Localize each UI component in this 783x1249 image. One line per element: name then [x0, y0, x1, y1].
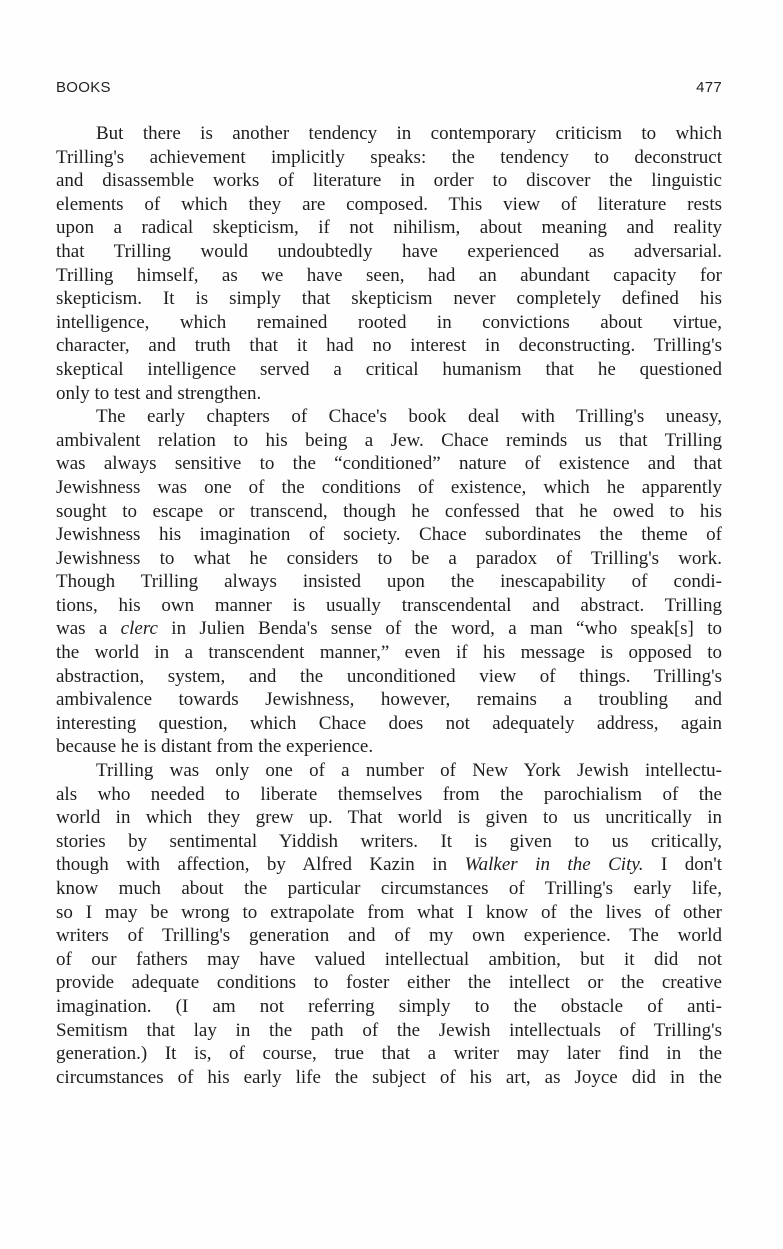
text-line: skeptical intelligence served a critical humanism that he questioned — [56, 358, 722, 380]
text-line: Though Trilling always insisted upon the inescapability of condi- — [56, 571, 722, 593]
text-line: of our fathers may have valued intellectual ambition, but it did not — [56, 948, 722, 970]
italic-term: clerc — [120, 618, 158, 640]
body-text — [56, 122, 722, 1089]
text-line: elements of which they are composed. This view of literature rests — [56, 193, 722, 215]
text-fragment: though with affection, by Alfred Kazin in — [56, 854, 465, 876]
text-line: generation.) It is, of course, true that a writer may later find in the — [56, 1043, 722, 1065]
running-head — [56, 79, 722, 99]
text-line-with-italic — [56, 853, 722, 877]
text-line: intelligence, which remained rooted in convictions about virtue, — [56, 311, 722, 333]
text-line: because he is distant from the experience. — [56, 736, 374, 758]
text-line: tions, his own manner is usually transcendental and abstract. Trilling — [56, 594, 722, 616]
text-line: world in which they grew up. That world is given to us uncritically in — [56, 807, 722, 829]
text-line: ambivalence towards Jewishness, however, remains a troubling and — [56, 689, 722, 711]
text-line: so I may be wrong to extrapolate from what I know of the lives of other — [56, 901, 722, 923]
italic-book-title: Walker in the City. — [464, 854, 644, 876]
paragraph — [56, 405, 722, 759]
text-line: stories by sentimental Yiddish writers. It is given to us critically, — [56, 830, 722, 852]
text-line: circumstances of his early life the subject of his art, as Joyce did in the — [56, 1066, 722, 1088]
text-line: skepticism. It is simply that skepticism never completely defined his — [56, 288, 722, 310]
paragraph — [56, 759, 722, 1089]
text-line: that Trilling would undoubtedly have experienced as adversarial. — [56, 240, 722, 262]
text-line: abstraction, system, and the unconditioned view of things. Trilling's — [56, 665, 722, 687]
section-title: BOOKS — [56, 79, 111, 96]
text-line: Jewishness was one of the conditions of existence, which he apparently — [56, 476, 722, 498]
text-line: interesting question, which Chace does not adequately address, again — [56, 712, 722, 734]
text-line: imagination. (I am not referring simply to the obstacle of anti- — [56, 995, 722, 1017]
text-fragment: was a — [56, 618, 121, 640]
text-line: ambivalent relation to his being a Jew. Chace reminds us that Trilling — [56, 429, 722, 451]
text-line: know much about the particular circumstances of Trilling's early life, — [56, 878, 722, 899]
text-line: als who needed to liberate themselves from the parochialism of the — [56, 783, 722, 805]
text-line-with-italic — [56, 617, 722, 641]
paragraph — [56, 122, 722, 405]
text-line: Trilling himself, as we have seen, had an abundant capacity for — [56, 264, 722, 286]
text-line: upon a radical skepticism, if not nihilism, about meaning and reality — [56, 217, 722, 239]
text-line: Trilling was only one of a number of New York Jewish intellectu- — [96, 760, 722, 782]
text-line: sought to escape or transcend, though he confessed that he owed to his — [56, 500, 722, 522]
text-line: only to test and strengthen. — [56, 382, 262, 404]
text-line: Jewishness his imagination of society. Chace subordinates the theme of — [56, 524, 722, 546]
text-fragment: in Julien Benda's sense of the word, a man “who speak[s] to — [157, 618, 722, 640]
page-number: 477 — [696, 79, 722, 96]
text-line: character, and truth that it had no interest in deconstructing. Trilling's — [56, 335, 722, 357]
text-line: But there is another tendency in contemporary criticism to which — [96, 123, 722, 144]
text-line: and disassemble works of literature in order to discover the linguistic — [56, 170, 722, 192]
text-line: Jewishness to what he considers to be a paradox of Trilling's work. — [56, 547, 722, 569]
text-line: Trilling's achievement implicitly speaks: the tendency to deconstruct — [56, 146, 722, 168]
text-line: provide adequate conditions to foster either the intellect or the creative — [56, 972, 722, 994]
text-line: The early chapters of Chace's book deal with Trilling's uneasy, — [96, 406, 722, 428]
text-fragment: I don't — [643, 854, 722, 876]
text-line: Semitism that lay in the path of the Jewish intellectuals of Trilling's — [56, 1019, 722, 1041]
text-line: writers of Trilling's generation and of my own experience. The world — [56, 925, 722, 947]
text-line: was always sensitive to the “conditioned” nature of existence and that — [56, 453, 722, 475]
text-line: the world in a transcendent manner,” even if his message is opposed to — [56, 642, 722, 664]
